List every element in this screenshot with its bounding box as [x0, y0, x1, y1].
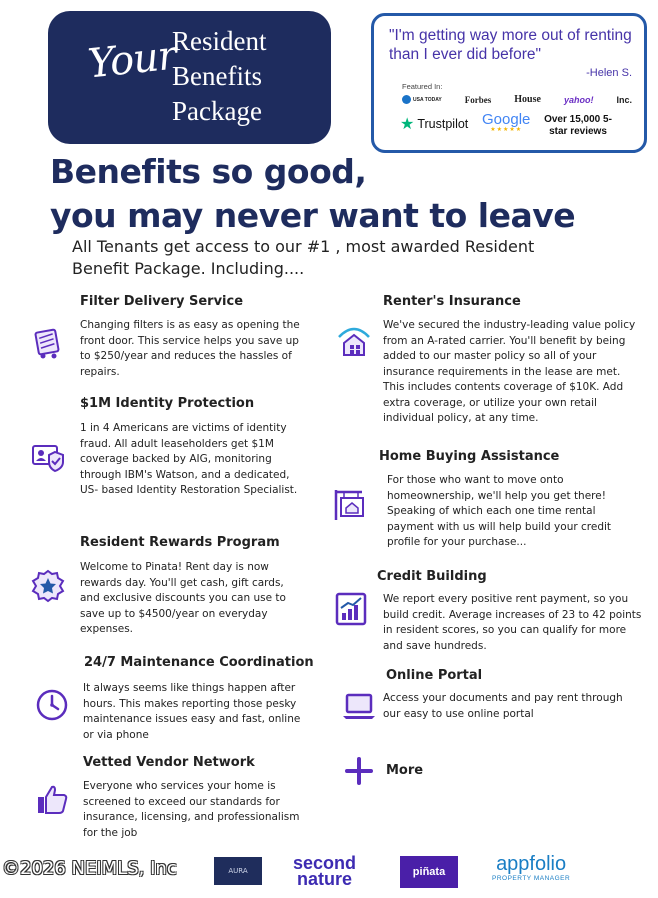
forbes-logo: Forbes: [464, 94, 492, 105]
section-body-portal: Access your documents and pay rent through our easy to use online portal: [383, 692, 623, 720]
hero-script-word: Your: [85, 32, 179, 88]
section-body-rewards: Welcome to Pinata! Rent day is now rewards day. You'll get cash, gift cards, and exclusive discounts you can use to save up to $4500/year on everyday expenses.: [80, 561, 286, 635]
hero-title-line1: Resident: [172, 26, 267, 56]
section-title-credit: Credit Building: [377, 569, 487, 584]
id-shield-icon: [30, 438, 66, 478]
more-label: More: [386, 763, 424, 778]
award-badge-icon: [30, 568, 66, 608]
section-title-insurance: Renter's Insurance: [383, 294, 521, 309]
testimonial-card: [371, 13, 647, 153]
trustpilot-star-icon: ★: [400, 114, 415, 133]
section-body-insurance: We've secured the industry-leading value policy from an A-rated carrier. You'll benefit by being added to our master policy so all of your insurance requirements in the lease are met. This includes contents coverage of $10K. Add extra coverage, or utilize your own retail individual policy, at any time.: [383, 319, 636, 424]
media-logos: [402, 94, 632, 105]
section-title-identity: $1M Identity Protection: [80, 396, 255, 411]
review-count: Over 15,000 5-star reviews: [544, 114, 612, 137]
headline-line1: Benefits so good,: [50, 152, 367, 191]
section-title-rewards: Resident Rewards Program: [80, 535, 280, 550]
aura-logo: AURA: [214, 857, 262, 885]
testimonial-author: -Helen S.: [586, 67, 632, 79]
section-title-home-buying: Home Buying Assistance: [379, 449, 560, 464]
section-body-credit: We report every positive rent payment, so you build credit. Average increases of 23 to 42 points in resident scores, so you can qualify for more and save hundreds.: [383, 593, 642, 652]
section-title-vendor: Vetted Vendor Network: [83, 755, 255, 770]
section-body-filter: Changing filters is as easy as opening the front door. This service helps you save up to $250/year and reduces the hassles of repairs.: [80, 319, 300, 378]
growth-chart-icon: [334, 591, 370, 631]
google-logo: Google ★★★★★: [482, 111, 531, 133]
hero-title-line3: Package: [172, 96, 262, 126]
pinata-logo: piñata: [400, 856, 458, 888]
section-body-identity: 1 in 4 Americans are victims of identity fraud. All adult leaseholders get $1M coverage backed by AIG, monitoring through IBM's Watson, and a dedicated, US- based Identity Restoration Specialist.: [80, 422, 298, 496]
house-logo: House: [514, 94, 541, 105]
filter-box-icon: [30, 325, 66, 365]
google-stars-icon: ★★★★★: [490, 126, 523, 133]
featured-in-label: Featured In:: [402, 82, 443, 91]
section-body-maintenance: It always seems like things happen after hours. This makes reporting those pesky maintenance issues easy and fast, online or via phone: [83, 682, 301, 741]
yahoo-logo: yahoo!: [563, 94, 594, 105]
intro-text: All Tenants get access to our #1 , most awarded Resident Benefit Package. Including....: [72, 237, 535, 278]
section-body-vendor: Everyone who services your home is screened to exceed our standards for insurance, licensing, and professionalism for the job: [83, 780, 300, 839]
usa-today-logo: USA TODAY: [402, 95, 442, 104]
section-title-filter: Filter Delivery Service: [80, 294, 244, 309]
testimonial-quote: "I'm getting way more out of renting than I ever did before": [389, 27, 632, 63]
appfolio-logo: appfolio PROPERTY MANAGER: [492, 853, 571, 882]
laptop-icon: [341, 688, 377, 728]
house-sign-icon: [332, 486, 368, 526]
copyright-watermark: ©2026 NEIMLS, Inc: [2, 858, 177, 879]
inc-logo: Inc.: [616, 94, 632, 105]
thumbs-up-icon: [34, 781, 70, 821]
second-nature-logo: second nature: [293, 853, 357, 889]
section-body-home-buying: For those who want to move onto homeownership, we'll help you get there! Speaking of which each one time rental payment with us will help build your credit profile for your purchase...: [387, 474, 612, 548]
section-title-maintenance: 24/7 Maintenance Coordination: [84, 655, 314, 670]
section-title-portal: Online Portal: [386, 668, 483, 683]
headline-line2: you may never want to leave: [50, 196, 576, 235]
plus-icon: [344, 756, 374, 790]
trustpilot-logo: ★ Trustpilot: [400, 114, 469, 133]
hero-title-line2: Benefits: [172, 61, 262, 91]
insured-house-icon: [336, 323, 372, 363]
clock-icon: [34, 687, 70, 727]
